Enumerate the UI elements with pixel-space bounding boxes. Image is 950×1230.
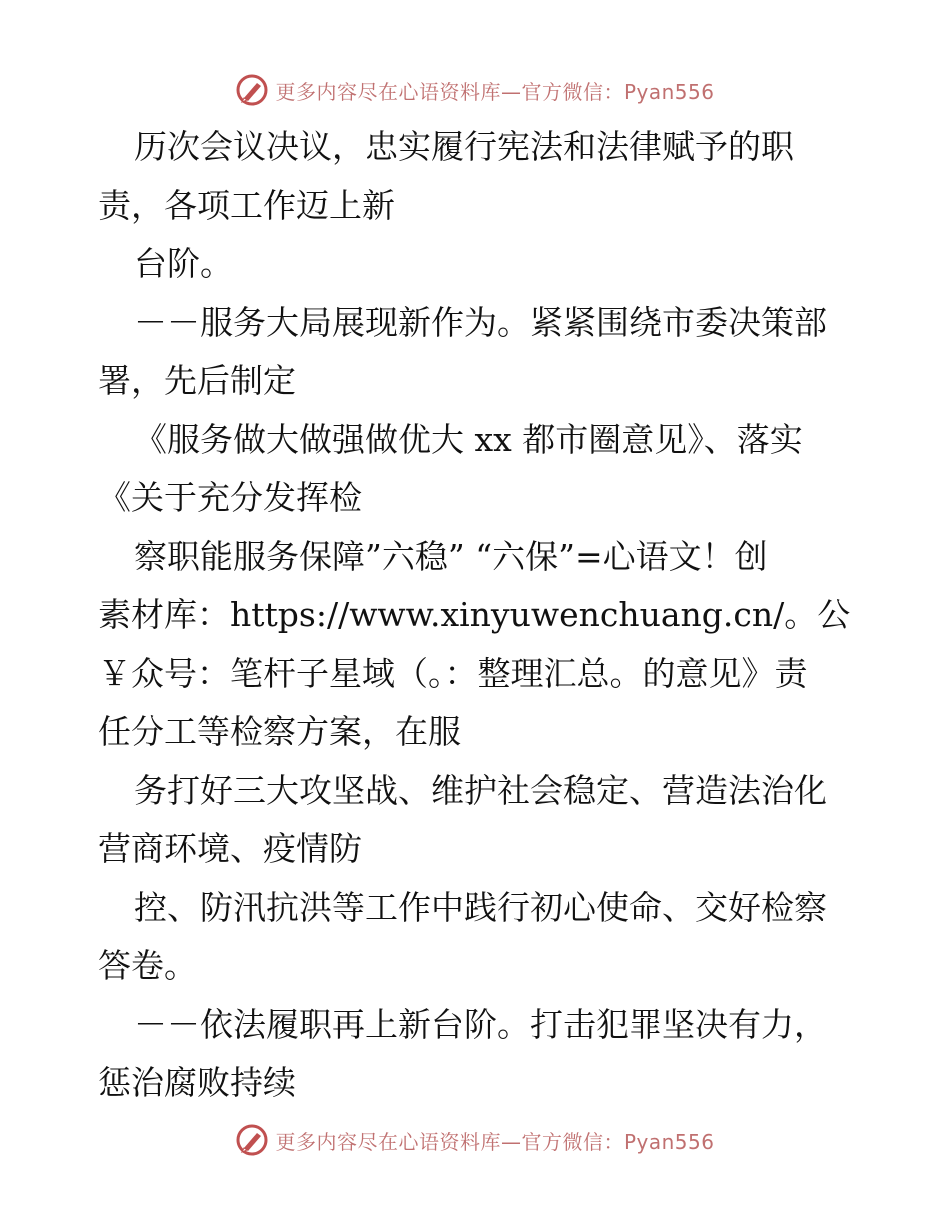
text-line: 控、防汛抗洪等工作中践行初心使命、交好检察 <box>134 887 827 927</box>
text-line: 察职能服务保障”六稳” “六保”=心语文！创 <box>134 536 768 576</box>
text-line: 责，各项工作迈上新 <box>98 185 395 225</box>
document-body <box>98 118 858 1113</box>
footer-banner-text: 更多内容尽在心语资料库—官方微信：Pyan556 <box>275 1129 715 1154</box>
text-line: 历次会议决议，忠实履行宪法和法律赋予的职 <box>134 127 794 166</box>
text-line: 《服务做大做强做优大 xx 都市圈意见》、落实 <box>134 419 803 459</box>
text-line: 署，先后制定 <box>98 361 296 400</box>
text-line: 《关于充分发挥检 <box>98 478 362 517</box>
text-line: ￥众号：笔杆子星域（。：整理汇总。的意见》责 <box>98 653 808 693</box>
footer-watermark-banner <box>0 1120 950 1160</box>
text-line: 答卷。 <box>98 946 197 985</box>
pen-logo-icon <box>235 73 269 107</box>
text-line: 营商环境、疫情防 <box>98 829 362 868</box>
text-line: 素材库：https://www.xinyuwenchuang.cn/。公 <box>98 595 851 634</box>
text-line: 台阶。 <box>134 244 233 283</box>
pen-logo-icon <box>235 1123 269 1157</box>
text-line: －－服务大局展现新作为。紧紧围绕市委决策部 <box>134 302 827 342</box>
text-line: 任分工等检察方案，在服 <box>98 712 461 751</box>
header-banner-text: 更多内容尽在心语资料库—官方微信：Pyan556 <box>275 79 715 104</box>
header-watermark-banner <box>0 70 950 110</box>
text-line: 务打好三大攻坚战、维护社会稳定、营造法治化 <box>134 770 827 810</box>
text-line: 惩治腐败持续 <box>98 1063 296 1102</box>
text-line: －－依法履职再上新台阶。打击犯罪坚决有力， <box>134 1004 827 1044</box>
